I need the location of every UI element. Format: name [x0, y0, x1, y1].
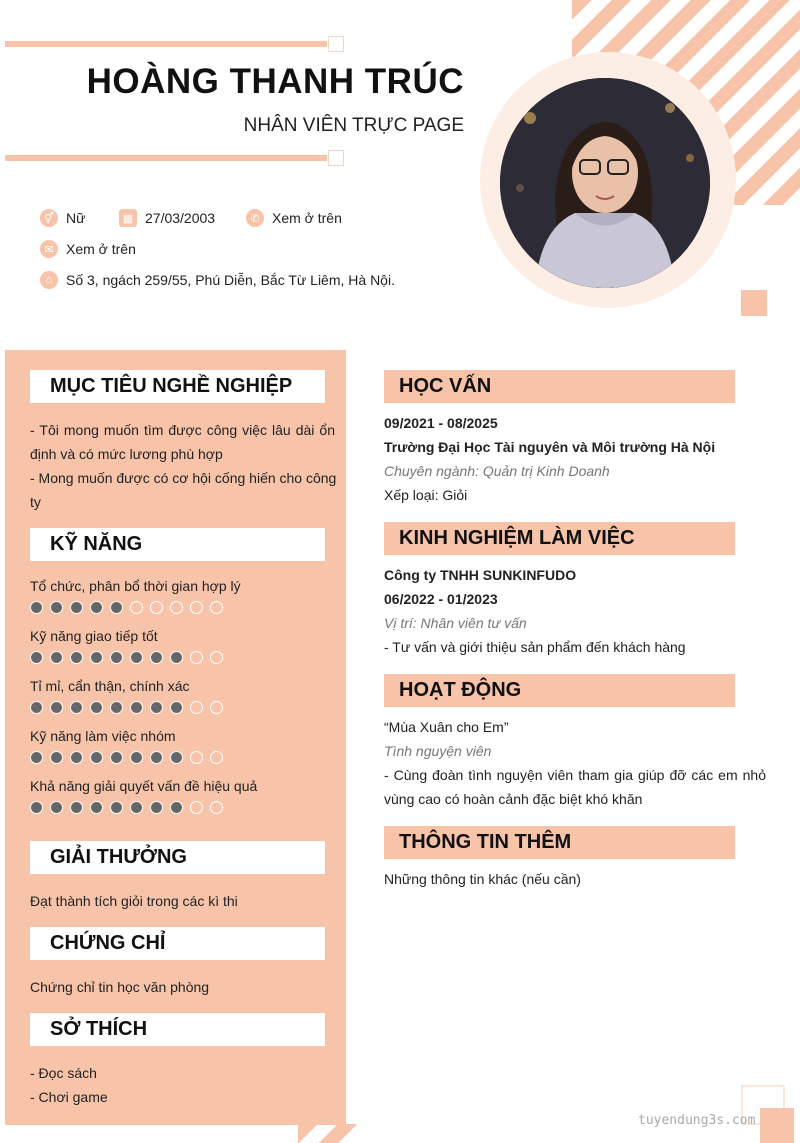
header-rule-bottom-end — [328, 150, 344, 166]
rating-dot-filled — [110, 801, 123, 814]
phone-text: Xem ở trên — [272, 210, 342, 226]
rating-dot-empty — [210, 751, 223, 764]
email-text: Xem ở trên — [66, 241, 136, 257]
skill-rating — [30, 801, 330, 814]
extra-info-text: Những thông tin khác (nếu cần) — [384, 871, 581, 887]
skill-item — [30, 778, 330, 828]
rating-dot-filled — [170, 651, 183, 664]
contact-dob — [119, 209, 215, 227]
experience-position: Vị trí: Nhân viên tư vấn — [384, 615, 527, 631]
experience-period: 06/2022 - 01/2023 — [384, 591, 498, 607]
rating-dot-filled — [30, 651, 43, 664]
experience-desc: - Tư vấn và giới thiệu sản phẩm đến khách hàng — [384, 639, 686, 655]
skill-item — [30, 728, 330, 778]
activity-role: Tình nguyện viên — [384, 743, 492, 759]
skill-rating — [30, 751, 330, 764]
skill-item — [30, 678, 330, 728]
rating-dot-filled — [90, 701, 103, 714]
activity-name: “Mùa Xuân cho Em” — [384, 719, 509, 735]
skill-name: Tỉ mỉ, cẩn thận, chính xác — [30, 678, 190, 694]
certs-title: CHỨNG CHỈ — [30, 927, 325, 960]
rating-dot-filled — [50, 801, 63, 814]
email-icon: ✉ — [40, 240, 58, 258]
watermark: tuyendung3s.com — [638, 1113, 756, 1128]
skill-name: Kỹ năng giao tiếp tốt — [30, 628, 158, 644]
skills-title: KỸ NĂNG — [30, 528, 325, 561]
candidate-name: HOÀNG THANH TRÚC — [86, 62, 464, 101]
rating-dot-filled — [90, 751, 103, 764]
skills-list — [30, 578, 330, 828]
rating-dot-filled — [170, 751, 183, 764]
experience-company: Công ty TNHH SUNKINFUDO — [384, 567, 577, 583]
rating-dot-filled — [130, 801, 143, 814]
candidate-role: NHÂN VIÊN TRỰC PAGE — [243, 115, 464, 136]
rating-dot-empty — [190, 601, 203, 614]
certs-text: Chứng chỉ tin học văn phòng — [30, 979, 210, 995]
header-rule-bottom — [5, 155, 327, 161]
rating-dot-filled — [170, 801, 183, 814]
education-period: 09/2021 - 08/2025 — [384, 415, 498, 431]
rating-dot-filled — [150, 751, 163, 764]
rating-dot-filled — [150, 651, 163, 664]
rating-dot-filled — [170, 701, 183, 714]
rating-dot-empty — [210, 651, 223, 664]
gender-text: Nữ — [66, 210, 86, 226]
rating-dot-filled — [50, 751, 63, 764]
education-school: Trường Đại Học Tài nguyên và Môi trường Hà Nội — [384, 439, 716, 455]
avatar — [500, 78, 710, 288]
rating-dot-filled — [50, 651, 63, 664]
decorative-square-bottom — [760, 1108, 794, 1143]
rating-dot-filled — [90, 601, 103, 614]
rating-dot-filled — [70, 601, 83, 614]
header-rule-top — [5, 41, 327, 47]
rating-dot-empty — [150, 601, 163, 614]
hobby-item: - Đọc sách — [30, 1065, 97, 1081]
rating-dot-empty — [210, 801, 223, 814]
skill-rating — [30, 601, 330, 614]
awards-text: Đạt thành tích giỏi trong các kì thi — [30, 893, 238, 909]
activities-title: HOẠT ĐỘNG — [384, 674, 735, 707]
skill-rating — [30, 701, 330, 714]
rating-dot-empty — [190, 801, 203, 814]
rating-dot-filled — [30, 751, 43, 764]
rating-dot-filled — [110, 701, 123, 714]
home-icon: ⌂ — [40, 271, 58, 289]
contact-email — [40, 240, 136, 258]
rating-dot-empty — [210, 601, 223, 614]
rating-dot-filled — [130, 751, 143, 764]
skill-item — [30, 578, 330, 628]
phone-icon: ✆ — [246, 209, 264, 227]
skill-name: Tổ chức, phân bổ thời gian hợp lý — [30, 578, 241, 594]
rating-dot-filled — [150, 701, 163, 714]
rating-dot-filled — [110, 751, 123, 764]
rating-dot-filled — [70, 801, 83, 814]
education-major: Chuyên ngành: Quản trị Kinh Doanh — [384, 463, 610, 479]
experience-title: KINH NGHIỆM LÀM VIỆC — [384, 522, 735, 555]
rating-dot-empty — [190, 751, 203, 764]
objective-title: MỤC TIÊU NGHỀ NGHIỆP — [30, 370, 325, 403]
rating-dot-filled — [70, 751, 83, 764]
header-rule-top-end — [328, 36, 344, 52]
skill-name: Khả năng giải quyết vấn đề hiệu quả — [30, 778, 258, 794]
contact-gender — [40, 209, 85, 227]
rating-dot-filled — [50, 601, 63, 614]
gender-icon: ⚥ — [40, 209, 58, 227]
rating-dot-filled — [150, 801, 163, 814]
hobby-item: - Chơi game — [30, 1089, 108, 1105]
rating-dot-empty — [190, 651, 203, 664]
skill-rating — [30, 651, 330, 664]
rating-dot-empty — [170, 601, 183, 614]
decorative-stripes-bottom — [298, 1124, 358, 1143]
contact-address — [40, 271, 395, 289]
rating-dot-filled — [50, 701, 63, 714]
rating-dot-filled — [90, 651, 103, 664]
calendar-icon: ▦ — [119, 209, 137, 227]
address-text: Số 3, ngách 259/55, Phú Diễn, Bắc Từ Liêm, Hà Nội. — [66, 272, 395, 288]
rating-dot-filled — [30, 601, 43, 614]
dob-text: 27/03/2003 — [145, 210, 216, 226]
rating-dot-filled — [30, 701, 43, 714]
rating-dot-filled — [110, 651, 123, 664]
rating-dot-filled — [30, 801, 43, 814]
rating-dot-empty — [210, 701, 223, 714]
skill-name: Kỹ năng làm việc nhóm — [30, 728, 176, 744]
avatar-photo — [500, 78, 710, 288]
education-title: HỌC VẤN — [384, 370, 735, 403]
skill-item — [30, 628, 330, 678]
decorative-square — [741, 290, 767, 316]
hobbies-title: SỞ THÍCH — [30, 1013, 325, 1046]
rating-dot-filled — [70, 701, 83, 714]
rating-dot-empty — [190, 701, 203, 714]
objective-line-1: - Tôi mong muốn tìm được công việc lâu dài ổn định và có mức lương phù hợp — [30, 422, 335, 462]
rating-dot-filled — [110, 601, 123, 614]
extra-info-title: THÔNG TIN THÊM — [384, 826, 735, 859]
awards-title: GIẢI THƯỞNG — [30, 841, 325, 874]
rating-dot-empty — [130, 601, 143, 614]
rating-dot-filled — [130, 651, 143, 664]
rating-dot-filled — [130, 701, 143, 714]
rating-dot-filled — [70, 651, 83, 664]
objective-line-2: - Mong muốn được có cơ hội cống hiến cho công ty — [30, 470, 337, 510]
education-grade: Xếp loại: Giỏi — [384, 487, 468, 503]
activity-desc: - Cùng đoàn tình nguyện viên tham gia giúp đỡ các em nhỏ vùng cao có hoàn cảnh đặc biệt khó khăn — [384, 767, 766, 807]
contact-phone — [246, 209, 342, 227]
rating-dot-filled — [90, 801, 103, 814]
